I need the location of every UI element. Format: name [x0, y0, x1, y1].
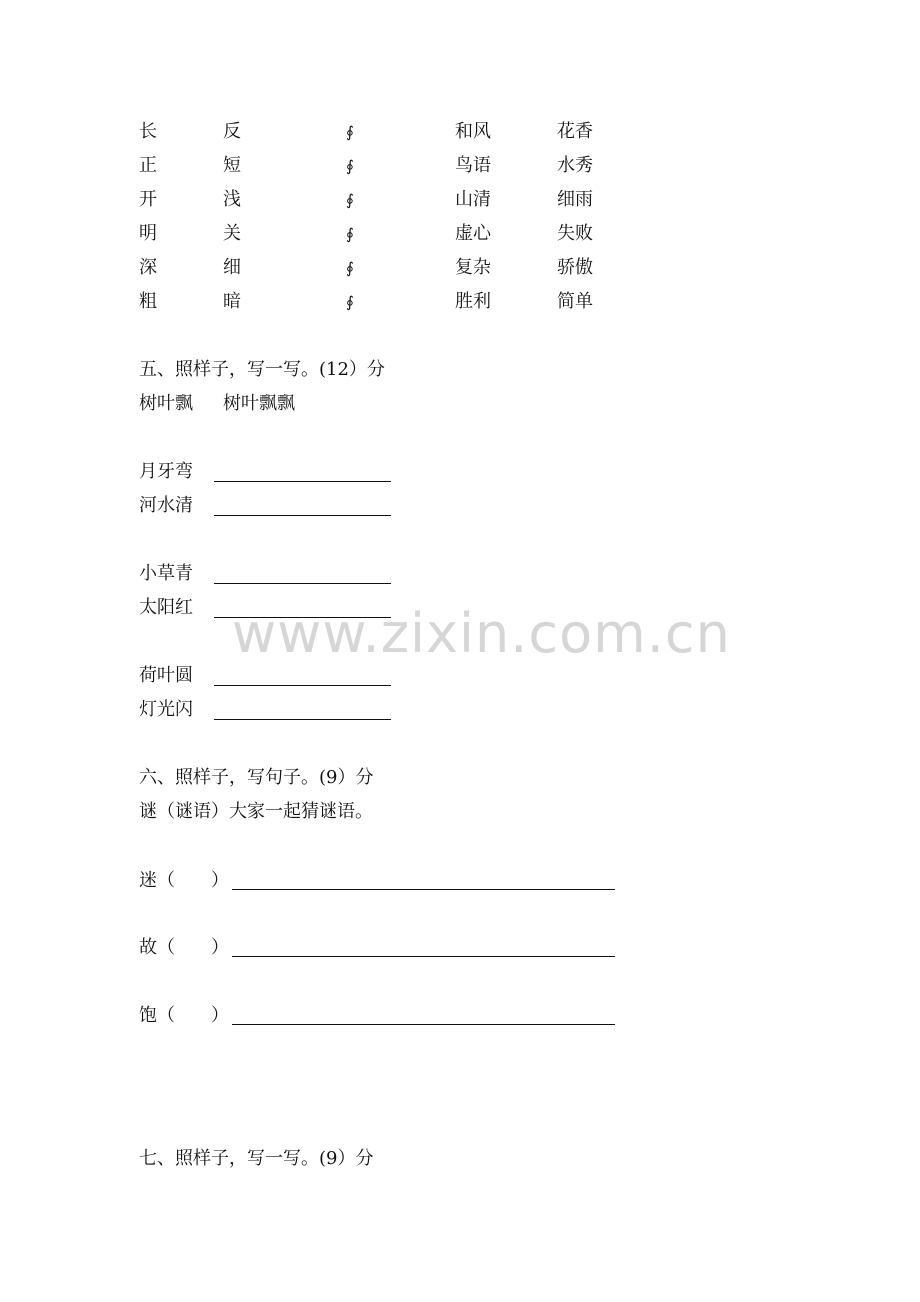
- contour-integral-mark: ∮: [346, 157, 354, 175]
- match-left-char: 正: [139, 155, 157, 176]
- contour-integral-mark: ∮: [346, 259, 354, 277]
- match-right-char: 细: [223, 257, 241, 278]
- section-title: 五、照样子，写一写。(12）分: [139, 359, 385, 380]
- contour-integral-mark: ∮: [346, 293, 354, 311]
- match-right-char: 暗: [223, 291, 241, 312]
- exercise-phrase: 太阳红: [139, 597, 193, 618]
- answer-blank[interactable]: [214, 583, 391, 584]
- match-pair-b: 花香: [557, 121, 593, 142]
- exercise-phrase: 荷叶圆: [139, 665, 193, 686]
- exercise-phrase: 河水清: [139, 495, 193, 516]
- match-left-char: 长: [139, 121, 157, 142]
- example-sentence: 谜（谜语）大家一起猜谜语。: [139, 801, 373, 822]
- match-pair-b: 细雨: [557, 189, 593, 210]
- answer-blank[interactable]: [214, 685, 391, 686]
- answer-blank[interactable]: [214, 481, 391, 482]
- contour-integral-mark: ∮: [346, 225, 354, 243]
- match-left-char: 明: [139, 223, 157, 244]
- match-right-char: 反: [223, 121, 241, 142]
- match-pair-b: 简单: [557, 291, 593, 312]
- example-answer: 树叶飘飘: [223, 393, 295, 414]
- match-pair-a: 和风: [455, 121, 491, 142]
- match-pair-a: 鸟语: [455, 155, 491, 176]
- match-right-char: 短: [223, 155, 241, 176]
- match-pair-a: 虚心: [455, 223, 491, 244]
- match-right-char: 浅: [223, 189, 241, 210]
- exercise-phrase: 月牙弯: [139, 461, 193, 482]
- sentence-blank[interactable]: [232, 956, 615, 957]
- match-left-char: 深: [139, 257, 157, 278]
- exercise-char: 迷（ ）: [139, 870, 229, 891]
- match-pair-b: 失败: [557, 223, 593, 244]
- section-title: 六、照样子，写句子。(9）分: [139, 767, 374, 788]
- answer-blank[interactable]: [214, 719, 391, 720]
- section-title: 七、照样子，写一写。(9）分: [139, 1148, 374, 1169]
- exercise-char: 饱（ ）: [139, 1005, 229, 1026]
- match-left-char: 粗: [139, 291, 157, 312]
- match-pair-b: 水秀: [557, 155, 593, 176]
- contour-integral-mark: ∮: [346, 191, 354, 209]
- answer-blank[interactable]: [214, 515, 391, 516]
- match-pair-b: 骄傲: [557, 257, 593, 278]
- exercise-phrase: 小草青: [139, 563, 193, 584]
- exercise-char: 故（ ）: [139, 937, 229, 958]
- watermark: www.zixin.com.cn: [232, 602, 731, 665]
- match-right-char: 关: [223, 223, 241, 244]
- sentence-blank[interactable]: [232, 889, 615, 890]
- sentence-blank[interactable]: [232, 1024, 615, 1025]
- example-phrase: 树叶飘: [139, 393, 193, 414]
- match-pair-a: 胜利: [455, 291, 491, 312]
- contour-integral-mark: ∮: [346, 123, 354, 141]
- match-pair-a: 山清: [455, 189, 491, 210]
- exercise-phrase: 灯光闪: [139, 699, 193, 720]
- match-left-char: 开: [139, 189, 157, 210]
- match-pair-a: 复杂: [455, 257, 491, 278]
